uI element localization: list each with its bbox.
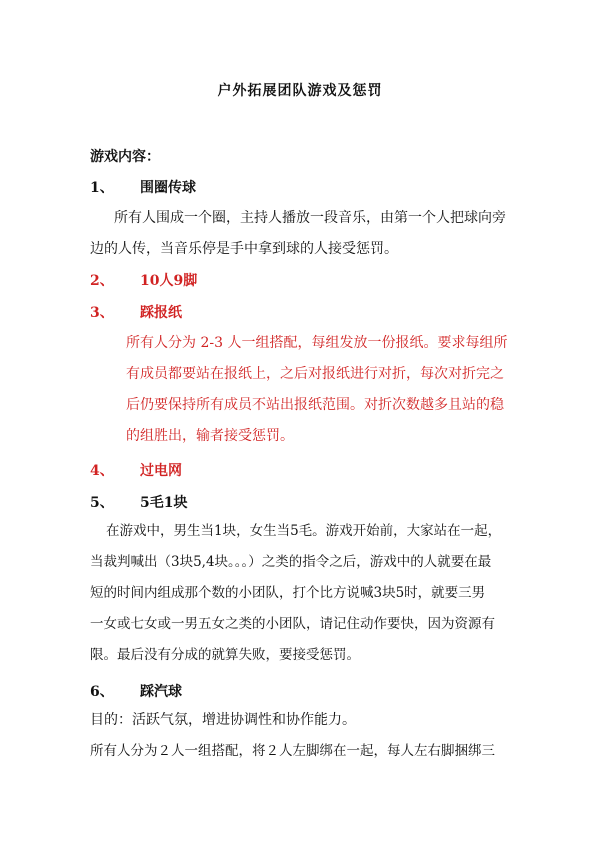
section-1-title: 围圈传球 — [140, 180, 196, 196]
section-1-heading — [90, 177, 196, 197]
section-2-title: 10人9脚 — [140, 273, 198, 289]
section-5-number: 5、 — [90, 495, 114, 511]
section-5-line-5: 限。最后没有分成的就算失败，要接受惩罚。 — [90, 647, 360, 663]
content-heading: 游戏内容： — [90, 149, 160, 165]
section-4-heading — [90, 460, 182, 480]
section-5-line-4: 一女或七女或一男五女之类的小团队，请记住动作要快，因为资源有 — [90, 616, 495, 632]
section-6-heading — [90, 681, 182, 701]
section-6-title: 踩汽球 — [140, 684, 182, 700]
section-1-line-1: 所有人围成一个圈，主持人播放一段音乐，由第一个人把球向旁 — [114, 210, 506, 226]
section-2-number: 2、 — [90, 273, 114, 289]
page-title: 户外拓展团队游戏及惩罚 — [217, 83, 383, 99]
section-1-number: 1、 — [90, 180, 114, 196]
section-3-title: 踩报纸 — [140, 305, 182, 321]
section-2-heading — [90, 270, 197, 290]
section-1-line-2: 边的人传，当音乐停是手中拿到球的人接受惩罚。 — [90, 241, 398, 257]
section-6-line-1: 所有人分为２人一组搭配，将２人左脚绑在一起，每人左右脚捆绑三 — [90, 743, 495, 759]
section-5-title: 5毛1块 — [140, 495, 188, 511]
section-3-line-1: 所有人分为 2-3 人一组搭配，每组发放一份报纸。要求每组所 — [126, 335, 508, 351]
section-3-heading — [90, 302, 182, 322]
section-3-line-4: 的组胜出，输者接受惩罚。 — [126, 428, 294, 444]
section-5-line-1: 在游戏中，男生当1块，女生当5毛。游戏开始前，大家站在一起， — [106, 523, 502, 539]
section-4-number: 4、 — [90, 463, 114, 479]
section-5-line-3: 短的时间内组成那个数的小团队，打个比方说喊3块5时，就要三男 — [90, 585, 486, 601]
section-6-number: 6、 — [90, 684, 114, 700]
section-3-line-3: 后仍要保持所有成员不站出报纸范围。对折次数越多且站的稳 — [126, 397, 504, 413]
section-6-goal: 目的：活跃气氛，增进协调性和协作能力。 — [90, 712, 356, 728]
section-3-line-2: 有成员都要站在报纸上，之后对报纸进行对折，每次对折完之 — [126, 366, 504, 382]
section-4-title: 过电网 — [140, 463, 182, 479]
section-3-number: 3、 — [90, 305, 114, 321]
section-5-line-2: 当裁判喊出（3块5,4块。。。）之类的指令之后，游戏中的人就要在最 — [90, 554, 492, 570]
section-5-heading — [90, 492, 187, 512]
